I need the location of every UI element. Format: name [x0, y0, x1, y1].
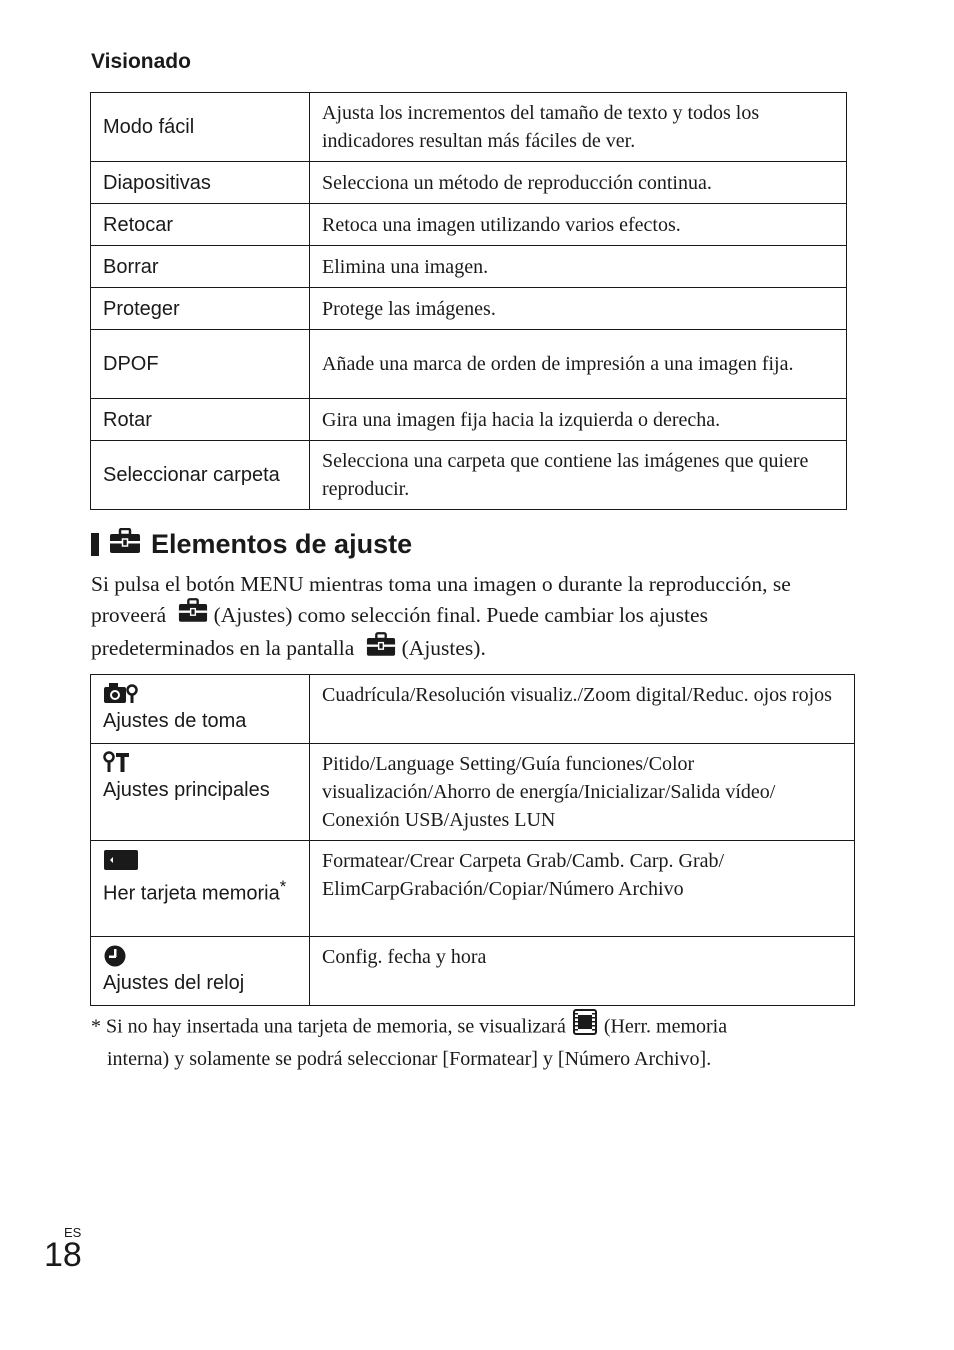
row-description: Protege las imágenes.: [310, 288, 847, 330]
row-term: Retocar: [91, 204, 310, 246]
camera-wrench-icon: [103, 681, 297, 707]
row-term: Ajustes de toma: [103, 710, 247, 732]
row-term: Borrar: [91, 246, 310, 288]
row-description: Retoca una imagen utilizando varios efectos.: [310, 204, 847, 246]
intro-text-3: (Ajustes).: [401, 636, 486, 661]
row-description: Config. fecha y hora: [310, 937, 855, 1006]
footnote-mark: *: [279, 877, 287, 896]
row-description: Añade una marca de orden de impresión a una imagen fija.: [310, 330, 847, 399]
internal-memory-icon: [572, 1009, 598, 1043]
title-marker: [91, 533, 99, 556]
table-row: [91, 841, 855, 937]
section-heading-viewing: Visionado: [91, 50, 191, 73]
row-term: Seleccionar carpeta: [91, 441, 310, 510]
table-row: [91, 288, 847, 330]
table-row: [91, 399, 847, 441]
row-term: Rotar: [91, 399, 310, 441]
settings-table: [90, 674, 855, 1006]
table-row: [91, 246, 847, 288]
table-row: [91, 330, 847, 399]
row-description: Cuadrícula/Resolución visualiz./Zoom digital/Reduc. ojos rojos: [310, 675, 855, 744]
row-term-cell: [91, 675, 310, 744]
row-description: Ajusta los incrementos del tamaño de texto y todos los indicadores resultan más fáciles de ver.: [310, 93, 847, 162]
row-description: Selecciona un método de reproducción continua.: [310, 162, 847, 204]
table-row: [91, 675, 855, 744]
footnote: [91, 1011, 851, 1073]
row-description: Formatear/Crear Carpeta Grab/Camb. Carp. Grab/ ElimCarpGrabación/Copiar/Número Archivo: [310, 841, 855, 937]
table-row: [91, 204, 847, 246]
clock-icon: [103, 943, 297, 969]
intro-text-1: Si pulsa el botón MENU mientras toma una imagen o durante la reproducción, se proveerá: [91, 572, 791, 627]
toolbox-icon: [178, 598, 208, 632]
row-term: Ajustes principales: [103, 779, 270, 801]
row-term: DPOF: [91, 330, 310, 399]
section-title-text: Elementos de ajuste: [151, 529, 413, 559]
table-row: [91, 937, 855, 1006]
row-term: Proteger: [91, 288, 310, 330]
row-description: Selecciona una carpeta que contiene las imágenes que quiere reproducir.: [310, 441, 847, 510]
section-title-settings: [91, 528, 412, 561]
toolbox-icon: [366, 632, 396, 666]
table-row: [91, 744, 855, 841]
table-row: [91, 162, 847, 204]
viewing-table: [90, 92, 847, 510]
row-description: Gira una imagen fija hacia la izquierda o derecha.: [310, 399, 847, 441]
row-term-cell: [91, 744, 310, 841]
page-number: 18: [44, 1236, 82, 1274]
language-code: ES: [64, 1225, 82, 1240]
row-description: Pitido/Language Setting/Guía funciones/Color visualización/Ahorro de energía/Inicializar/Salida vídeo/ Conexión USB/Ajustes LUN: [310, 744, 855, 841]
row-term-cell: [91, 841, 310, 937]
row-term-cell: [91, 937, 310, 1006]
table-row: [91, 441, 847, 510]
intro-paragraph: [91, 569, 851, 667]
intro-text-2: (Ajustes) como selección final. Puede cambiar los ajustes predeterminados en la pantalla: [91, 602, 708, 661]
row-description: Elimina una imagen.: [310, 246, 847, 288]
toolbox-icon: [109, 528, 141, 561]
tools-icon: [103, 750, 297, 776]
row-term: Ajustes del reloj: [103, 972, 245, 994]
row-term: Her tarjeta memoria: [103, 882, 280, 905]
footnote-text-2: (Herr. memoria: [603, 1015, 728, 1038]
table-row: [91, 93, 847, 162]
footnote-text-1: * Si no hay insertada una tarjeta de memoria, se visualizará: [91, 1015, 566, 1038]
row-term: Diapositivas: [91, 162, 310, 204]
row-term: Modo fácil: [91, 93, 310, 162]
footnote-text-3: interna) y solamente se podrá seleccionar [Formatear] y [Número Archivo].: [107, 1048, 712, 1070]
memory-card-tool-icon: [103, 847, 297, 873]
